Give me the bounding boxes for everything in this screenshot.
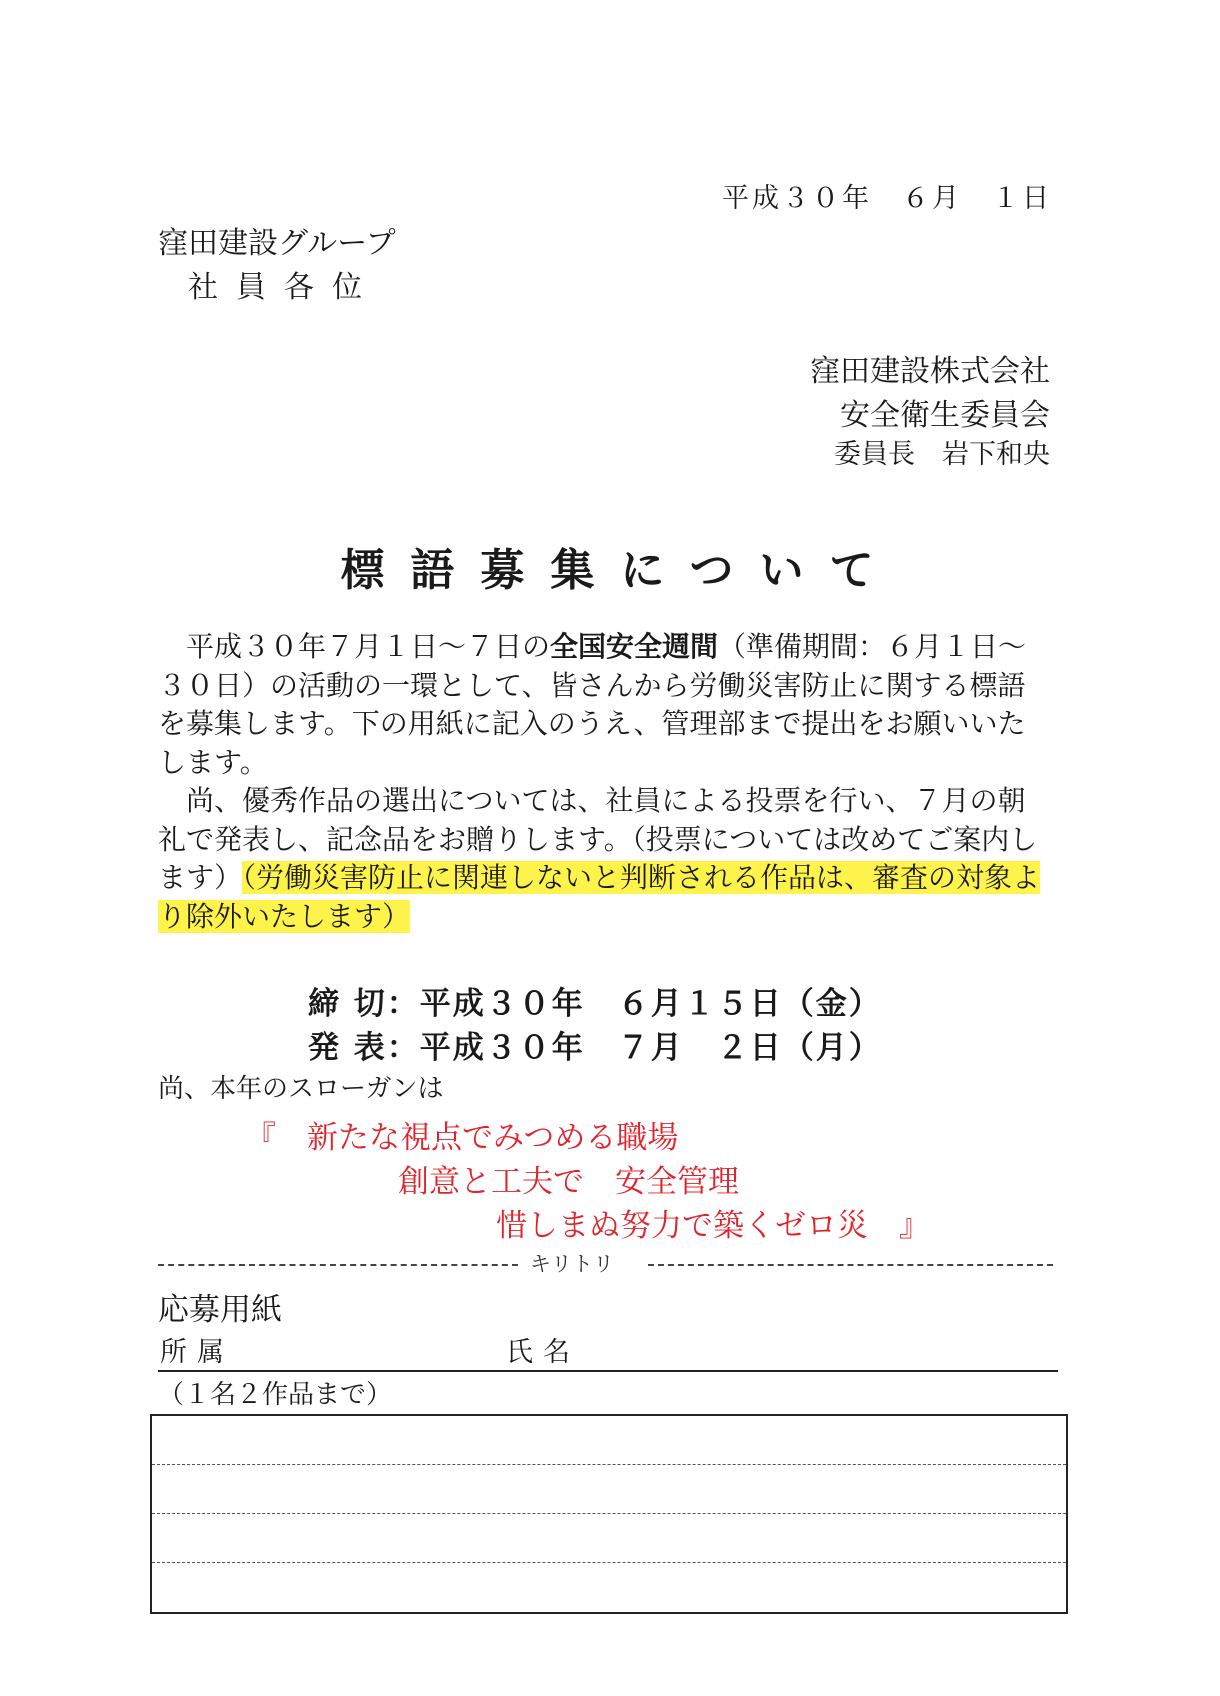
entry-line[interactable]	[152, 1416, 1066, 1465]
form-underline	[158, 1370, 1058, 1372]
entry-limit-note: （１名２作品まで）	[158, 1380, 393, 1410]
document-title: 標語募集について	[340, 545, 900, 596]
recipient-group: 窪田建設グループ	[158, 226, 396, 261]
sender-committee: 安全衛生委員会	[840, 398, 1050, 433]
p1-text-end: （準備期間：６月１日～３０日）の活動の一環として、皆さんから労働災害防止に関する標語を募集します。下の用紙に記入のうえ、管理部まで提出をお願いいたします。	[158, 630, 1027, 779]
paragraph-2	[158, 782, 1053, 936]
safety-week-label: 全国安全週間	[550, 630, 719, 663]
p1-text-start: 平成３０年７月１日～７日の	[186, 630, 551, 663]
entry-line[interactable]	[152, 1563, 1066, 1612]
name-label: 氏名	[506, 1337, 580, 1368]
slogan-line-2: 創意と工夫で 安全管理	[398, 1164, 739, 1200]
cut-label: キリトリ	[530, 1252, 614, 1276]
body-text	[158, 628, 1053, 936]
slogan-line-3: 惜しまぬ努力で築くゼロ災 』	[496, 1208, 930, 1244]
slogan-intro: 尚、本年のスローガンは	[158, 1074, 444, 1104]
sender-chair: 委員長 岩下和央	[834, 439, 1050, 470]
entry-line[interactable]	[152, 1465, 1066, 1514]
form-title: 応募用紙	[158, 1292, 282, 1328]
announcement-line: 発 表：平成３０年 ７月 ２日（月）	[308, 1030, 882, 1066]
highlighted-note: （労働災害防止に関連しないと判断される作品は、審査の対象より除外いたします）	[158, 861, 1041, 933]
document-date: 平成３０年 ６月 １日	[722, 183, 1052, 214]
cut-line-left	[158, 1264, 518, 1266]
cut-line-right	[648, 1264, 1053, 1266]
slogan-line-1: 『 新たな視点でみつめる職場	[245, 1120, 679, 1156]
sender-company: 窪田建設株式会社	[810, 354, 1050, 389]
entry-line[interactable]	[152, 1514, 1066, 1563]
recipient-employees: 社員各位	[188, 270, 380, 305]
entry-box[interactable]	[150, 1414, 1068, 1614]
p2-text: 尚、優秀作品の選出については、社員による投票を行い、７月の朝礼で発表し、記念品をお贈りします。（投票については改めてご案内します）	[158, 784, 1038, 894]
paragraph-1	[158, 628, 1053, 782]
deadline-line: 締 切：平成３０年 ６月１５日（金）	[308, 986, 882, 1022]
affiliation-label: 所属	[160, 1337, 234, 1368]
